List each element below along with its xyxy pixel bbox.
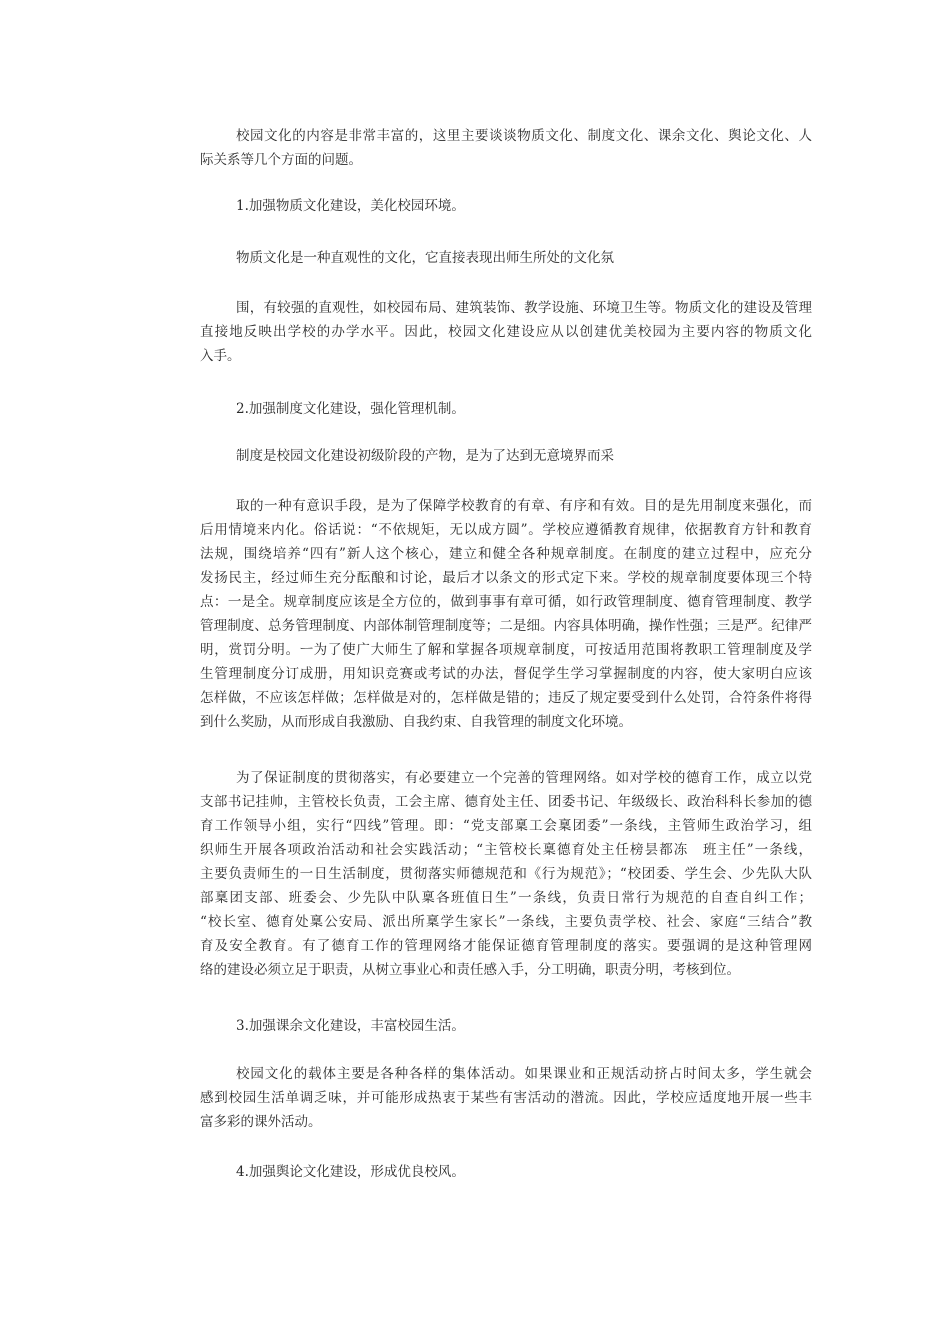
text-line: 校园文化的载体主要是各种各样的集体活动。如果课业和正规活动挤占时间太多，学生就会: [236, 1066, 812, 1082]
text-line: 物质文化是一种直观性的文化，它直接表现出师生所处的文化氛: [236, 250, 614, 266]
paragraph-material-2: [200, 296, 812, 368]
section-heading-1: 1.加强物质文化建设，美化校园环境。: [236, 198, 465, 214]
text-line: 管理制度、总务管理制度、内部体制管理制度等；二是细。内容具体明确，操作性强；三是严。纪律严: [200, 618, 812, 634]
text-line: 织师生开展各项政治活动和社会实践活动；“主管校长稟德育处主任榜昙都冻 班主任”一条线，: [200, 842, 812, 858]
text-line: 际关系等几个方面的问题。: [200, 152, 362, 168]
text-line: 后用情境来内化。俗话说：“不依规矩，无以成方圆”。学校应遵循教育规律，依据教育方针和教育: [200, 522, 812, 538]
text-line: 部稟团支部、班委会、少先队中队稟各班值日生”一条线，负责日常行为规范的自查自纠工作；: [200, 890, 812, 906]
paragraph-activities: [200, 1062, 812, 1134]
text-line: 生管理制度分订成册，用知识竞赛或考试的办法，督促学生学习掌握制度的内容，使大家明白应该: [200, 666, 812, 682]
text-line: 校园文化的内容是非常丰富的，这里主要谈谈物质文化、制度文化、课余文化、舆论文化、人: [236, 128, 812, 144]
paragraph-system-2: [200, 494, 812, 734]
section-heading-4: 4.加强舆论文化建设，形成优良校风。: [236, 1164, 465, 1180]
text-line: “校长室、德育处稟公安局、派出所稟学生家长”一条线，主要负责学校、社会、家庭“三结合”教: [200, 914, 812, 930]
paragraph-system-1: [200, 444, 812, 468]
text-line: 支部书记挂帅，主管校长负责，工会主席、德育处主任、团委书记、年级级长、政治科科长参加的德: [200, 794, 812, 810]
text-line: 到什么奖励，从而形成自我激励、自我约束、自我管理的制度文化环境。: [200, 714, 632, 730]
text-line: 入手。: [200, 348, 241, 364]
section-heading-2: 2.加强制度文化建设，强化管理机制。: [236, 401, 465, 417]
text-line: 法规，围绕培养“四有”新人这个核心，建立和健全各种规章制度。在制度的建立过程中，应充分: [200, 546, 812, 562]
text-line: 感到校园生活单调乏味，并可能形成热衷于某些有害活动的潜流。因此，学校应适度地开展一些丰: [200, 1090, 812, 1106]
text-line: 主要负责师生的一日生活制度，贯彻落实师德规范和《行为规范》；“校团委、学生会、少先队大队: [200, 866, 812, 882]
text-line: 络的建设必须立足于职责，从树立事业心和责任感入手，分工明确，职责分明，考核到位。: [200, 962, 740, 978]
text-line: 育工作领导小组，实行“四线”管理。即：“党支部稟工会稟团委”一条线，主管师生政治学习，组: [200, 818, 812, 834]
text-line: 育及安全教育。有了德育工作的管理网络才能保证德育管理制度的落实。要强调的是这种管理网: [200, 938, 812, 954]
paragraph-network: [200, 766, 812, 982]
text-line: 围，有较强的直观性，如校园布局、建筑装饰、教学设施、环境卫生等。物质文化的建设及管理: [236, 300, 812, 316]
text-line: 取的一种有意识手段，是为了保障学校教育的有章、有序和有效。目的是先用制度来强化，而: [236, 498, 812, 514]
text-line: 发扬民主，经过师生充分酝酿和讨论，最后才以条文的形式定下来。学校的规章制度要体现三个特: [200, 570, 812, 586]
paragraph-material-1: [200, 246, 812, 270]
text-line: 点：一是全。规章制度应该是全方位的，做到事事有章可循，如行政管理制度、德育管理制度、教学: [200, 594, 812, 610]
text-line: 制度是校园文化建设初级阶段的产物，是为了达到无意境界而采: [236, 448, 614, 464]
paragraph-intro: [200, 124, 812, 172]
text-line: 直接地反映出学校的办学水平。因此，校园文化建设应从以创建优美校园为主要内容的物质文化: [200, 324, 812, 340]
text-line: 富多彩的课外活动。: [200, 1114, 322, 1130]
text-line: 怎样做，不应该怎样做；怎样做是对的，怎样做是错的；违反了规定要受到什么处罚，合符条件将得: [200, 690, 812, 706]
text-line: 明，赏罚分明。ㅡ为了使广大师生了解和掌握各项规章制度，可按适用范围将教职工管理制度及学: [200, 642, 812, 658]
section-heading-3: 3.加强课余文化建设，丰富校园生活。: [236, 1018, 465, 1034]
text-line: 为了保证制度的贯彻落实，有必要建立一个完善的管理网络。如对学校的德育工作，成立以党: [236, 770, 812, 786]
